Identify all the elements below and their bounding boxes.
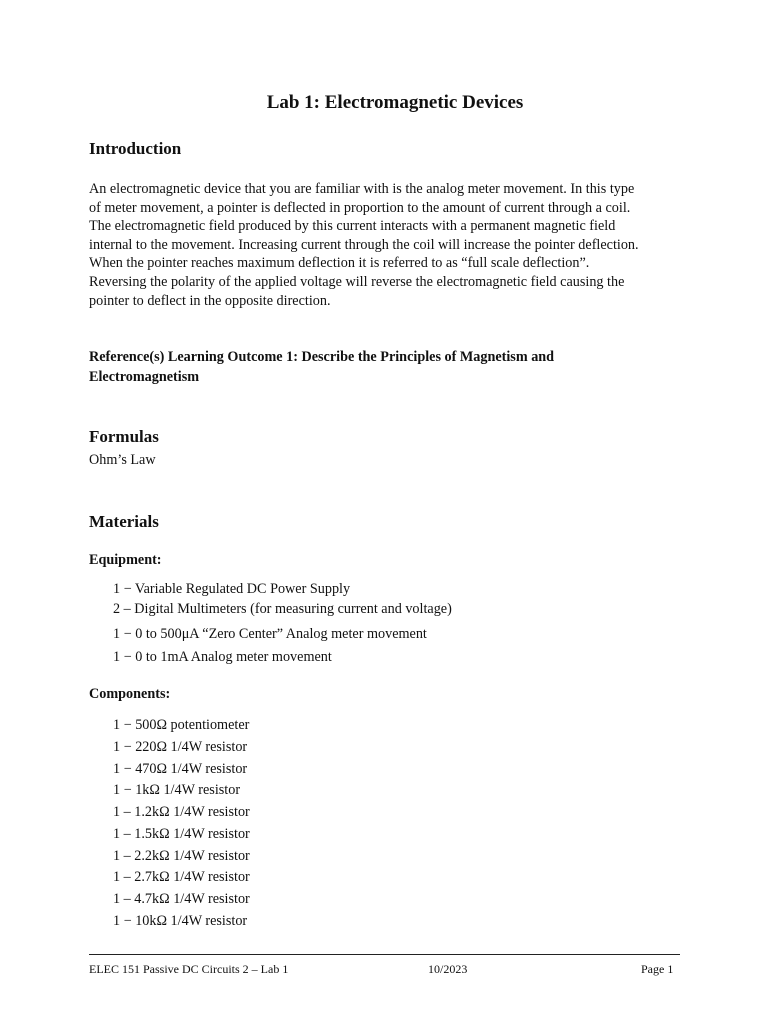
components-heading: Components: <box>89 686 171 702</box>
introduction-line: of meter movement, a pointer is deflected in proportion to the amount of current through a coil. <box>89 199 631 216</box>
introduction-line: The electromagnetic field produced by this current interacts with a permanent magnetic field <box>89 218 616 235</box>
introduction-paragraph <box>89 180 689 310</box>
component-item: 1 – 2.2kΩ 1/4W resistor <box>113 848 250 864</box>
footer-page-number: Page 1 <box>641 962 674 976</box>
reference-line: Reference(s) Learning Outcome 1: Describe the Principles of Magnetism and <box>89 349 555 365</box>
equipment-item: 1 − 0 to 1mA Analog meter movement <box>113 649 332 665</box>
introduction-line: An electromagnetic device that you are familiar with is the analog meter movement. In this type <box>89 181 635 197</box>
component-item: 1 – 2.7kΩ 1/4W resistor <box>113 869 250 885</box>
formulas-heading: Formulas <box>89 427 159 446</box>
component-item: 1 – 4.7kΩ 1/4W resistor <box>113 891 250 907</box>
introduction-line: Reversing the polarity of the applied voltage will reverse the electromagnetic field causing the <box>89 273 625 290</box>
footer-date: 10/2023 <box>428 962 468 976</box>
reference-line: Electromagnetism <box>89 369 200 385</box>
component-item: 1 − 1kΩ 1/4W resistor <box>113 782 241 798</box>
equipment-item: 1 − 0 to 500μA “Zero Center” Analog meter movement <box>113 626 427 642</box>
component-item: 1 – 1.2kΩ 1/4W resistor <box>113 804 250 820</box>
introduction-line: pointer to deflect in the opposite direction. <box>89 292 331 309</box>
equipment-item: 2 – Digital Multimeters (for measuring current and voltage) <box>113 601 452 617</box>
equipment-item: 1 − Variable Regulated DC Power Supply <box>113 581 351 597</box>
materials-heading: Materials <box>89 512 159 531</box>
footer-divider <box>89 954 680 955</box>
component-item: 1 − 220Ω 1/4W resistor <box>113 739 248 755</box>
component-item: 1 − 500Ω potentiometer <box>113 717 250 733</box>
learning-outcome-reference <box>89 347 689 387</box>
equipment-heading: Equipment: <box>89 552 162 568</box>
introduction-line: When the pointer reaches maximum deflection it is referred to as “full scale deflection”. <box>89 255 590 272</box>
footer-course: ELEC 151 Passive DC Circuits 2 – Lab 1 <box>89 962 289 976</box>
formulas-text: Ohm’s Law <box>89 452 156 468</box>
introduction-line: internal to the movement. Increasing current through the coil will increase the pointer deflection. <box>89 236 639 253</box>
page-title: Lab 1: Electromagnetic Devices <box>266 92 524 113</box>
component-item: 1 – 1.5kΩ 1/4W resistor <box>113 826 250 842</box>
component-item: 1 − 10kΩ 1/4W resistor <box>113 913 248 929</box>
component-item: 1 − 470Ω 1/4W resistor <box>113 761 248 777</box>
introduction-heading: Introduction <box>89 139 182 158</box>
